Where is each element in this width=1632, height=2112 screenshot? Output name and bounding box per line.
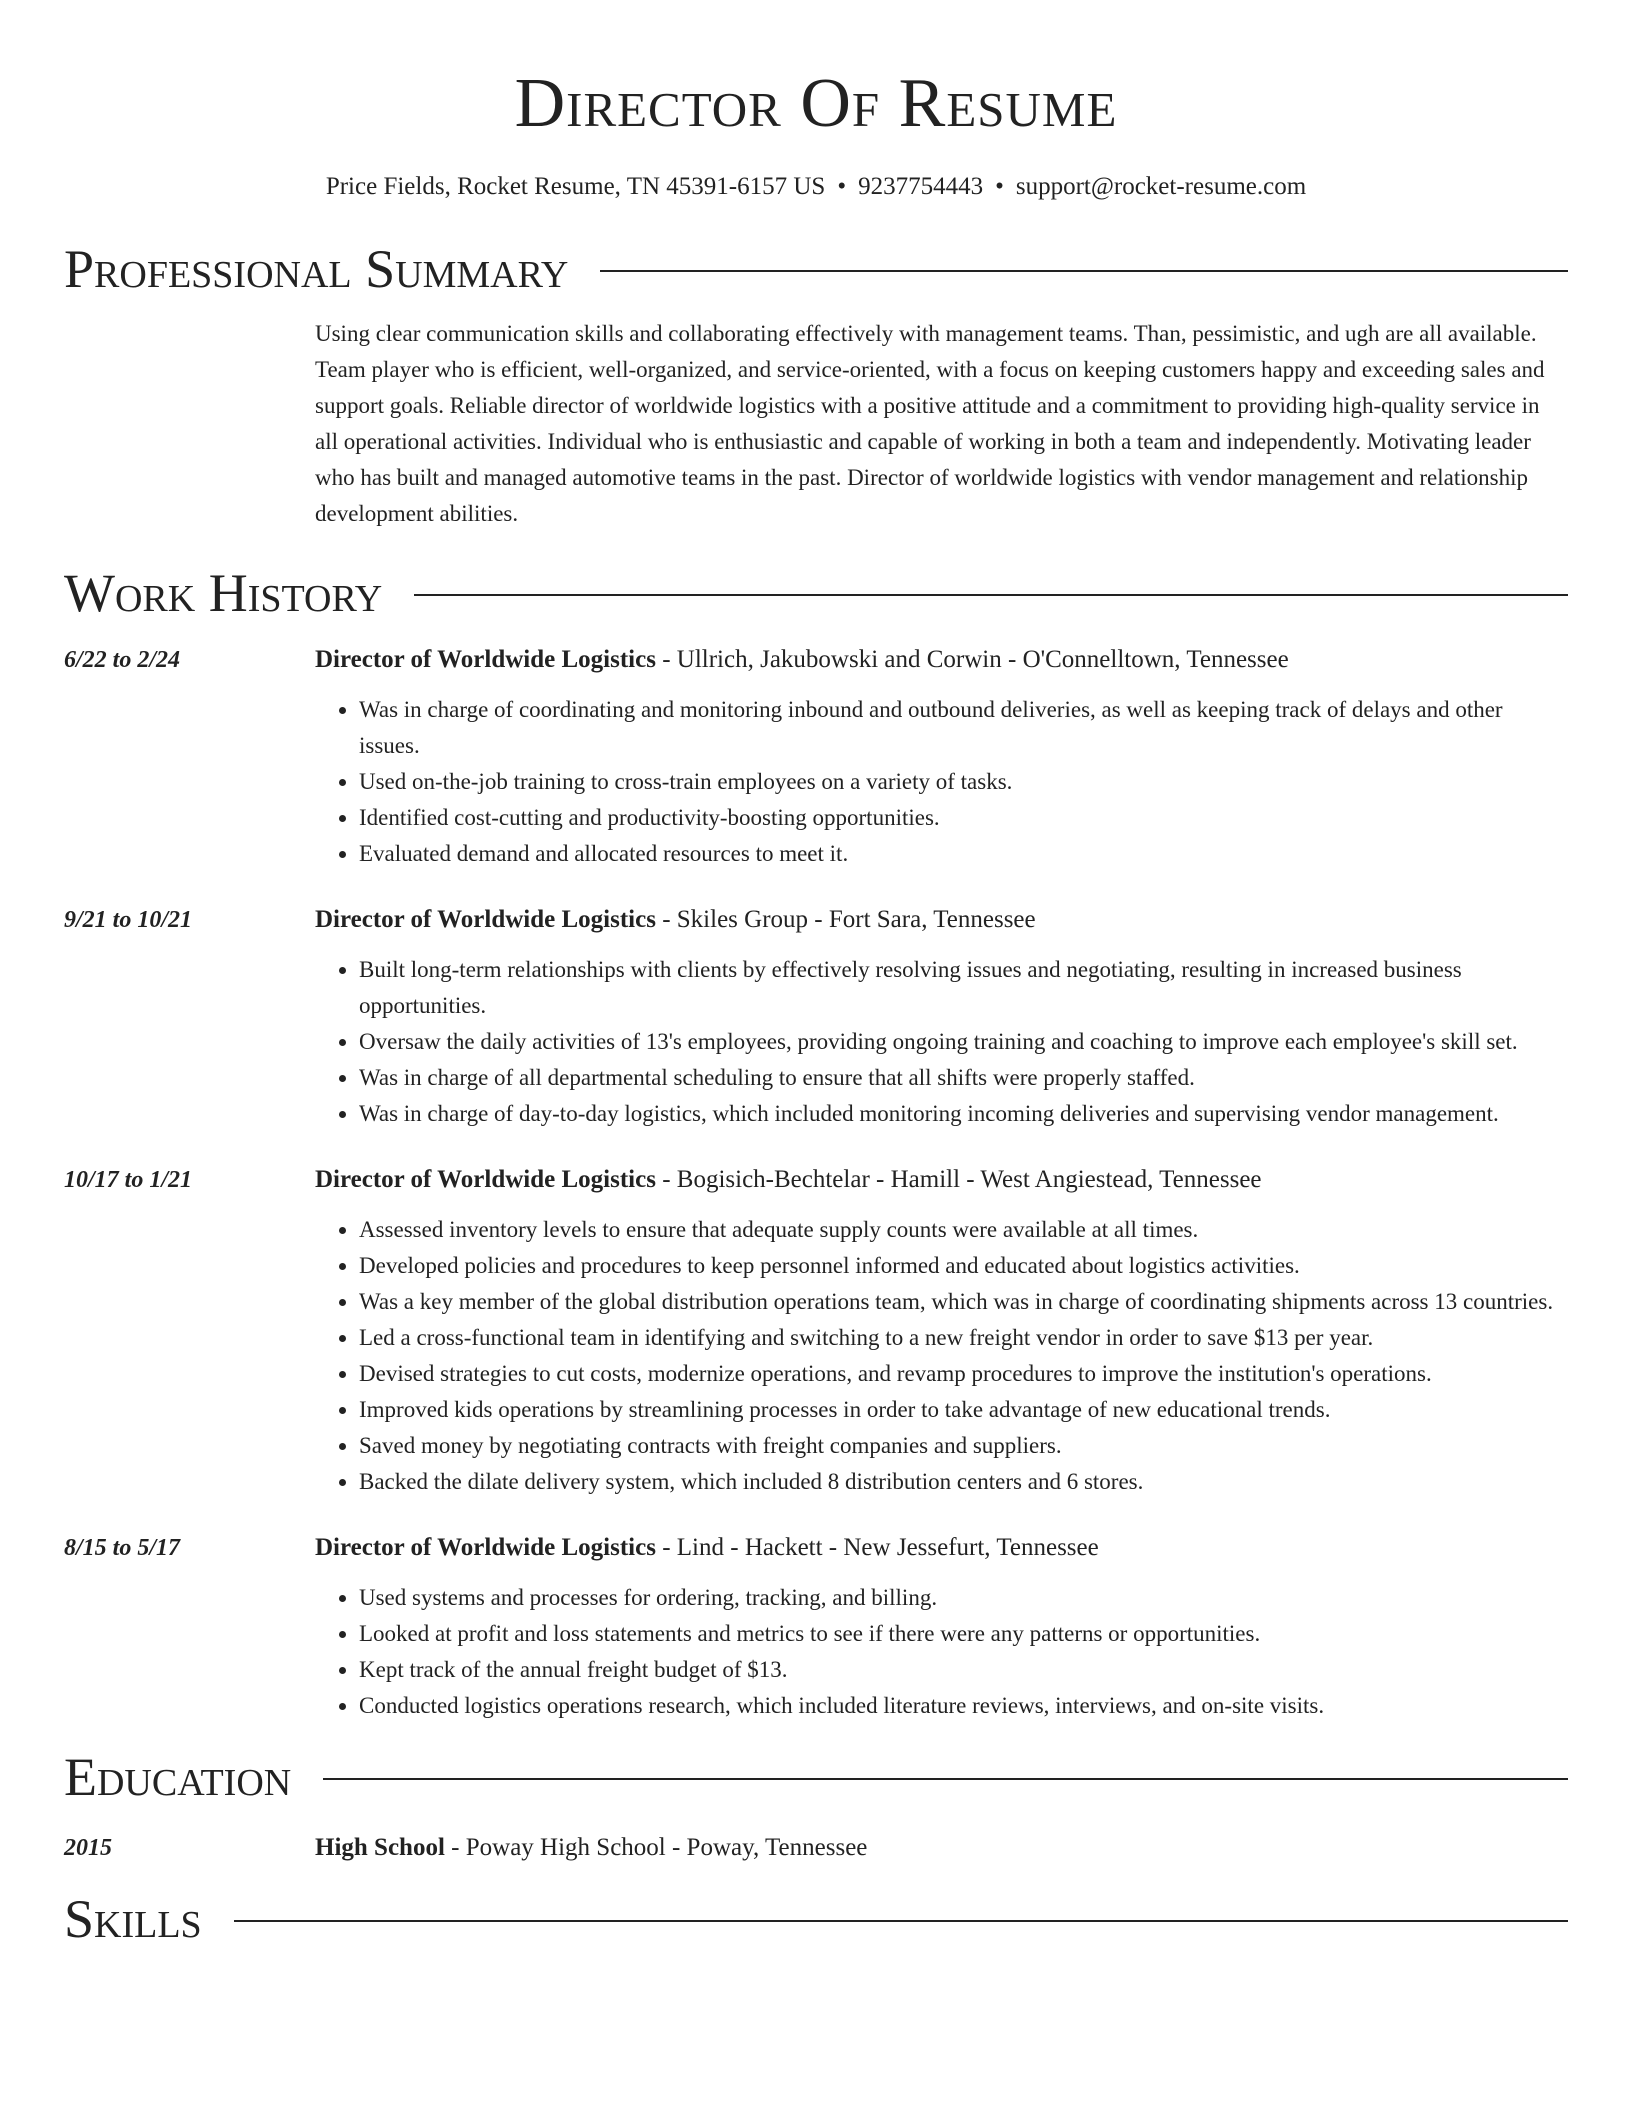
section-divider <box>234 1920 1568 1922</box>
job-bullet: • Backed the dilate delivery system, which included 8 distribution centers and 6 stores. <box>359 1464 1568 1500</box>
job-bullet: • Was in charge of all departmental scheduling to ensure that all shifts were properly staffed. <box>359 1060 1568 1096</box>
job-entry <box>64 902 1568 1132</box>
job-title: Director of Worldwide Logistics <box>315 646 656 673</box>
job-body <box>315 902 1568 1132</box>
job-bullet: • Kept track of the annual freight budget of $13. <box>359 1652 1568 1688</box>
job-bullet: • Used systems and processes for ordering, tracking, and billing. <box>359 1580 1568 1616</box>
education-school-location: - Poway High School - Poway, Tennessee <box>444 1834 868 1861</box>
job-employer-location: - Lind - Hackett - New Jessefurt, Tennessee <box>655 1534 1099 1561</box>
job-employer-location: - Skiles Group - Fort Sara, Tennessee <box>655 906 1036 933</box>
job-dates: 9/21 to 10/21 <box>64 907 193 933</box>
job-title-line <box>315 902 1568 938</box>
section-divider <box>414 594 1568 596</box>
education-entry <box>64 1830 1568 1866</box>
job-body <box>315 642 1568 872</box>
section-title-education: Education <box>64 1747 292 1807</box>
job-dates: 8/15 to 5/17 <box>64 1535 181 1561</box>
job-bullets <box>315 692 1568 872</box>
job-bullets <box>315 1212 1568 1500</box>
education-body <box>315 1830 867 1866</box>
job-bullet: • Was in charge of day-to-day logistics, which included monitoring incoming deliveries and supervising vendor management. <box>359 1096 1568 1132</box>
section-title-skills: Skills <box>64 1889 202 1949</box>
contact-separator: • <box>837 173 847 200</box>
job-title: Director of Worldwide Logistics <box>315 906 656 933</box>
job-dates: 6/22 to 2/24 <box>64 647 181 673</box>
section-title-work-history: Work History <box>64 563 383 623</box>
job-body <box>315 1530 1568 1724</box>
education-degree: High School <box>315 1834 445 1861</box>
section-header-education <box>64 1746 1568 1808</box>
job-bullet: • Built long-term relationships with clients by effectively resolving issues and negotiating, resulting in increased business opportunities. <box>359 952 1568 1024</box>
job-bullet: • Led a cross-functional team in identifying and switching to a new freight vendor in order to save $13 per year. <box>359 1320 1568 1356</box>
job-bullet: • Was a key member of the global distribution operations team, which was in charge of coordinating shipments across 13 countries. <box>359 1284 1568 1320</box>
job-entry <box>64 1530 1568 1724</box>
section-header-summary <box>64 238 1568 300</box>
job-bullet: • Improved kids operations by streamlining processes in order to take advantage of new educational trends. <box>359 1392 1568 1428</box>
job-bullets <box>315 952 1568 1132</box>
contact-line <box>64 172 1568 202</box>
job-bullet: • Used on-the-job training to cross-train employees on a variety of tasks. <box>359 764 1568 800</box>
job-bullet: • Devised strategies to cut costs, modernize operations, and revamp procedures to improve the institution's operations. <box>359 1356 1568 1392</box>
education-year: 2015 <box>64 1835 112 1861</box>
job-entry <box>64 1162 1568 1500</box>
job-bullet: • Evaluated demand and allocated resources to meet it. <box>359 836 1568 872</box>
contact-separator: • <box>995 173 1004 200</box>
job-title: Director of Worldwide Logistics <box>315 1166 656 1193</box>
job-bullet: • Looked at profit and loss statements and metrics to see if there were any patterns or opportunities. <box>359 1616 1568 1652</box>
section-divider <box>323 1778 1568 1780</box>
summary-text: Using clear communication skills and collaborating effectively with management teams. Than, pessimistic, and ugh are all available. Team player who is efficient, well-organized, and service-oriented, with a focus on keeping customers happy and exceeding sales and support goals. Reliable director of worldwide logistics with a positive attitude and a commitment to providing high-quality service in all operational activities. Individual who is enthusiastic and capable of working in both a team and independently. Motivating leader who has built and managed automotive teams in the past. Director of worldwide logistics with vendor management and relationship development abilities. <box>315 321 1545 526</box>
job-employer-location: - Bogisich-Bechtelar - Hamill - West Angiestead, Tennessee <box>655 1166 1262 1193</box>
section-header-work-history <box>64 562 1568 624</box>
section-header-skills <box>64 1888 1568 1950</box>
job-title: Director of Worldwide Logistics <box>315 1534 656 1561</box>
job-bullet: • Developed policies and procedures to keep personnel informed and educated about logistics activities. <box>359 1248 1568 1284</box>
job-bullet: • Oversaw the daily activities of 13's employees, providing ongoing training and coaching to improve each employee's skill set. <box>359 1024 1568 1060</box>
job-title-line <box>315 1530 1568 1566</box>
contact-address: Price Fields, Rocket Resume, TN 45391-6157 US <box>325 173 826 200</box>
job-bullet: • Assessed inventory levels to ensure that adequate supply counts were available at all times. <box>359 1212 1568 1248</box>
job-bullet: • Identified cost-cutting and productivity-boosting opportunities. <box>359 800 1568 836</box>
resume-name: Director Of Resume <box>514 65 1118 142</box>
job-employer-location: - Ullrich, Jakubowski and Corwin - O'Connelltown, Tennessee <box>655 646 1289 673</box>
job-bullet: • Was in charge of coordinating and monitoring inbound and outbound deliveries, as well as keeping track of delays and other issues. <box>359 692 1568 764</box>
job-body <box>315 1162 1568 1500</box>
job-bullets <box>315 1580 1568 1724</box>
contact-phone: 9237754443 <box>858 173 984 200</box>
job-bullet: • Conducted logistics operations research, which included literature reviews, interviews, and on-site visits. <box>359 1688 1568 1724</box>
job-title-line <box>315 642 1568 678</box>
job-title-line <box>315 1162 1568 1198</box>
section-divider <box>600 270 1568 272</box>
work-history-list <box>64 642 1568 1724</box>
job-bullet: • Saved money by negotiating contracts with freight companies and suppliers. <box>359 1428 1568 1464</box>
resume-page <box>64 0 1568 1950</box>
section-title-summary: Professional Summary <box>64 239 569 299</box>
job-entry <box>64 642 1568 872</box>
contact-email[interactable]: support@rocket-resume.com <box>1015 173 1307 200</box>
job-dates: 10/17 to 1/21 <box>64 1167 193 1193</box>
